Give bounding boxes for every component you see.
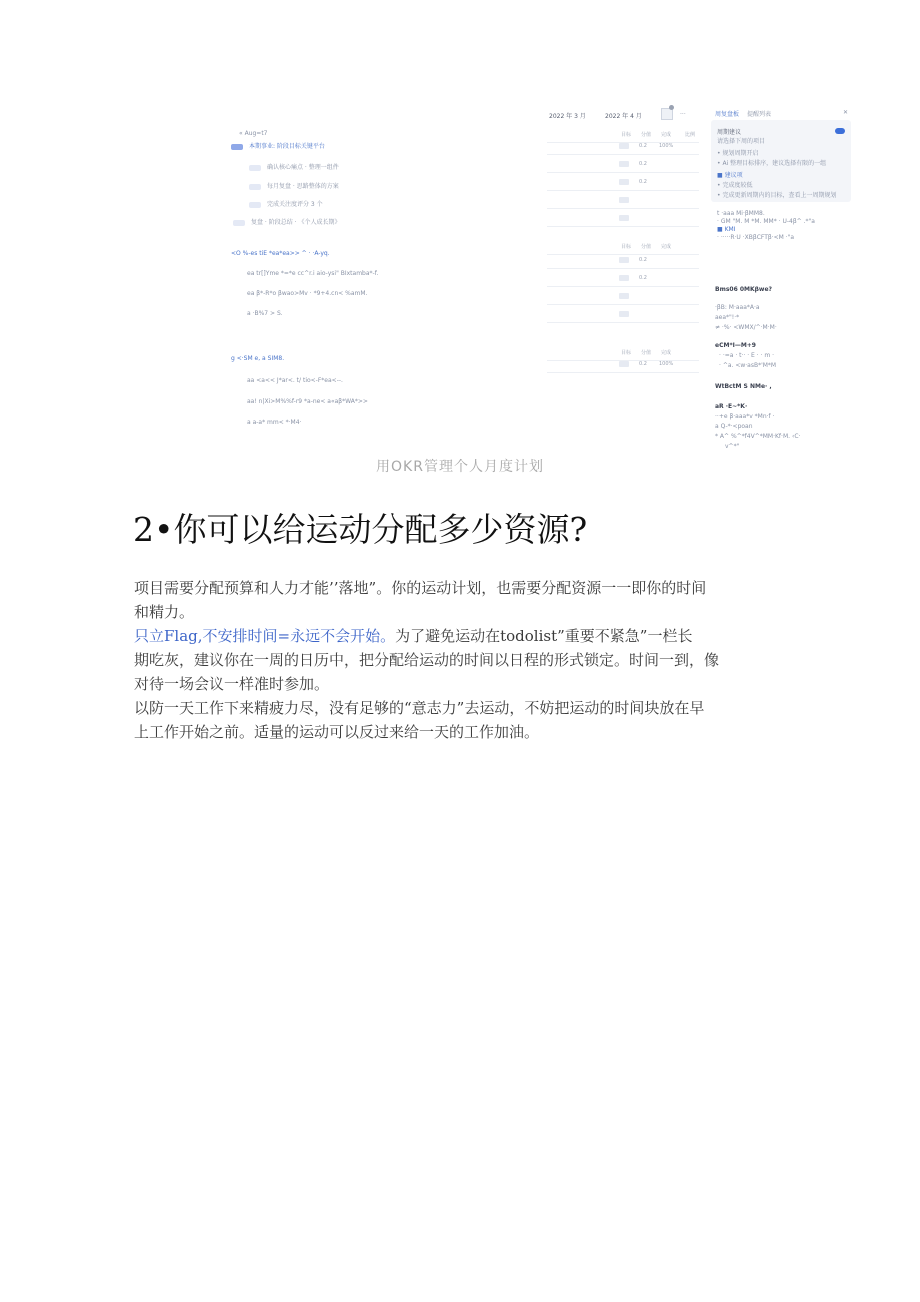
panel-line: · ^a. <w·asB*'M*M	[719, 362, 777, 369]
left-subrow-label: 完成关注度评分 3 个	[267, 201, 323, 208]
col-head: 分值	[641, 244, 652, 250]
left-subrow-label: 确认核心痛点 · 整理一组件	[267, 164, 339, 171]
left-row-footer-label: 复盘 · 阶段总结 · 《个人成长期》	[251, 219, 341, 226]
panel-line: · GM "M. M *M. MM* · U-4β^ .*"a	[717, 218, 815, 225]
okr-screenshot-figure	[225, 100, 855, 460]
section2-item: ea β*-R*o βwao>Mv · *9+4.cn< %amM.	[247, 290, 368, 297]
col-head: 目标	[621, 132, 632, 138]
notify-dot-icon	[669, 105, 674, 110]
panel-line: aea*"!·*	[715, 314, 740, 321]
section3-item: a a-a* mm< *·M4·	[247, 419, 302, 426]
cell-value: 0.2	[639, 161, 647, 167]
card-line: • 完成度较低	[717, 182, 753, 189]
cell-value: 0.2	[639, 257, 647, 263]
panel-tab[interactable]: 提醒列表	[747, 111, 772, 118]
card-title: 周期建议	[717, 129, 742, 136]
panel-line: ■ KMI	[717, 226, 736, 233]
panel-heading: aR ·E~*K·	[715, 403, 748, 410]
toggle-switch[interactable]	[835, 128, 845, 134]
left-row-footer	[233, 217, 340, 226]
chip-icon	[249, 202, 261, 208]
col-head: 比例	[685, 132, 696, 138]
panel-line: v^*"	[725, 443, 740, 450]
card-line: • 规划周期开启	[717, 150, 759, 157]
panel-line: ·βB: M·aaa*A·a	[715, 304, 760, 311]
paragraph-line: 和精力。	[134, 603, 195, 621]
mid-data-row	[547, 212, 699, 227]
section-heading: 2•你可以给运动分配多少资源?	[133, 510, 588, 549]
panel-line: a Q-*·<poan	[715, 423, 753, 430]
tag	[619, 161, 629, 167]
mid-header-row	[547, 240, 699, 255]
card-line: • 完成更新周期内的目标，查看上一周期规划	[717, 192, 837, 199]
section2-item: ea tr[]Yme *=*e cc^r.i aio-ysi" BIxtamba*-f.	[247, 270, 379, 277]
col-head: 分值	[641, 350, 652, 356]
col-head: 完成	[661, 350, 672, 356]
paragraph-line: 期吃灰，建议你在一周的日历中，把分配给运动的时间以日程的形式锁定。时间一到，像	[134, 651, 720, 669]
col-head: 完成	[661, 244, 672, 250]
paragraph-line: 对待一场会议一样准时参加。	[134, 675, 330, 693]
section3-heading: g <·SM e, a SIM8.	[231, 355, 285, 362]
cell-value: 0.2	[639, 179, 647, 185]
panel-heading: WtBctM S NMe· ,	[715, 383, 772, 390]
cell-value: 0.2	[639, 275, 647, 281]
mid-data-row	[547, 254, 699, 269]
close-icon[interactable]: ✕	[843, 109, 849, 116]
mid-data-row	[547, 176, 699, 191]
cell-value: 100%	[659, 361, 674, 367]
col-head: 完成	[661, 132, 672, 138]
paragraph-line: 以防一天工作下来精疲力尽，没有足够的“意志力”去运动，不妨把运动的时间块放在早	[134, 699, 705, 717]
panel-line: * A^ %^*f4V^*MM·Kf·M. ‹C·	[715, 433, 801, 440]
panel-line: · ·····R·U ·XBβCFTβ·<M ·"a	[717, 234, 795, 241]
card-line: ■ 建议项	[717, 172, 743, 179]
figure-right-panel	[711, 100, 853, 460]
mid-data-row	[547, 308, 699, 323]
chip-icon	[233, 220, 245, 226]
mid-data-row	[547, 158, 699, 173]
panel-line: ··+e β·aaa*v *Mn·f ·	[715, 413, 775, 420]
col-head: 目标	[621, 350, 632, 356]
section3-item: aa <a<< J*ar<. t/ tio<-F*ea<--.	[247, 377, 343, 384]
mid-data-row	[547, 358, 699, 373]
panel-heading: Bms06 0MKβwe?	[715, 286, 773, 293]
section3-item: aa! n|Xi>M%%f-r9 *a-ne< a«aβ*WA*>>	[247, 398, 368, 405]
more-icon[interactable]: ···	[680, 111, 686, 118]
panel-heading: eCM*I—M+9	[715, 342, 756, 349]
paragraph-line: 项目需要分配预算和人力才能’’落地”。你的运动计划，也需要分配资源一一即你的时间	[134, 579, 707, 597]
tag	[619, 215, 629, 221]
panel-line: t ·aaa Mi·βMM8.	[717, 210, 765, 217]
left-subrow-label: 每月复盘 · 思路整体的方案	[267, 183, 339, 190]
paragraph-line	[134, 624, 794, 648]
chip-icon	[249, 165, 261, 171]
highlight-link[interactable]: 只立Flag,不安排时间=永远不会开始。	[134, 627, 396, 645]
tag	[619, 179, 629, 185]
tag	[619, 275, 629, 281]
tag	[619, 361, 629, 367]
cell-value: 0.2	[639, 143, 647, 149]
chip-icon	[231, 144, 243, 150]
mid-data-row	[547, 290, 699, 305]
panel-tab-active[interactable]: 周复盘板	[715, 109, 739, 121]
mid-data-row	[547, 272, 699, 287]
figure-caption: 用OKR管理个人月度计划	[376, 459, 544, 475]
left-subrow-2	[249, 181, 339, 190]
month-tab-b[interactable]: 2022 年 4 月	[605, 113, 642, 120]
chip-icon	[249, 184, 261, 190]
panel-line: · ·=a · t·· · E · · m ·	[719, 352, 775, 359]
tag	[619, 143, 629, 149]
left-row-main	[231, 141, 325, 150]
paragraph-text: 为了避免运动在todolist”重要不紧急”一栏长	[395, 627, 693, 645]
paragraph-line: 上工作开始之前。适量的运动可以反过来给一天的工作加油。	[134, 723, 540, 741]
section2-item: a ·B%7 > S.	[247, 310, 283, 317]
col-head: 目标	[621, 244, 632, 250]
cell-value: 100%	[659, 143, 674, 149]
suggestion-card	[711, 120, 851, 202]
tag	[619, 311, 629, 317]
left-subrow-3	[249, 199, 323, 208]
mid-data-row	[547, 140, 699, 155]
left-header: « Aug=t7	[239, 130, 268, 137]
mid-data-row	[547, 194, 699, 209]
col-head: 分值	[641, 132, 652, 138]
tag	[619, 293, 629, 299]
card-line: • Ai 整理目标排序，建议选择有限的一组	[717, 160, 827, 167]
section2-heading: <O %-es tiE *ea*ea>> ^ · ·A-yq.	[231, 250, 330, 257]
panel-line: ≠ ·%· <WMX/^·M·M·	[715, 324, 777, 331]
card-subtitle: 请选择下周的项目	[717, 138, 766, 145]
tag	[619, 257, 629, 263]
tag	[619, 197, 629, 203]
month-tab-a[interactable]: 2022 年 3 月	[549, 113, 586, 120]
left-row-main-label: 本期事业: 阶段目标关键平台	[249, 143, 325, 150]
left-subrow-1	[249, 162, 339, 171]
cell-value: 0.2	[639, 361, 647, 367]
